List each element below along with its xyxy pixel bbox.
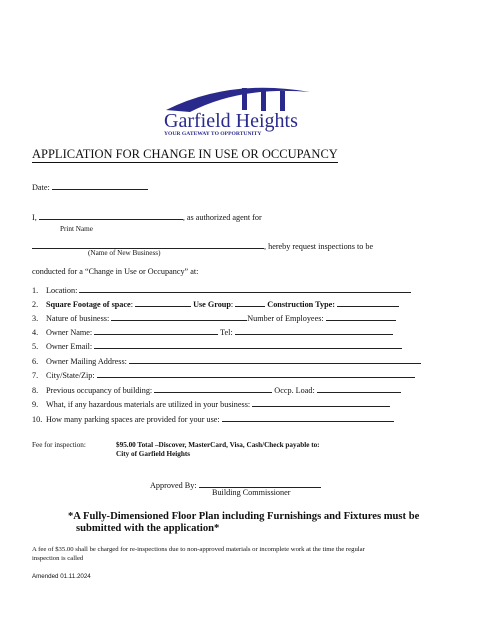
owner-tel-field[interactable] bbox=[235, 326, 393, 335]
occupancy-load-field[interactable] bbox=[317, 384, 401, 393]
owner-email-field[interactable] bbox=[94, 340, 402, 349]
owner-name-field[interactable] bbox=[94, 326, 218, 335]
date-field[interactable] bbox=[52, 181, 148, 190]
item-owner-name: 4. Owner Name: Tel: bbox=[32, 326, 393, 338]
parking-spaces-field[interactable] bbox=[222, 413, 394, 422]
reinspection-line-1: A fee of $35.00 shall be charged for re-inspections due to non-approved materials or incomplete work at the time the regular bbox=[32, 546, 365, 553]
page-title: APPLICATION FOR CHANGE IN USE OR OCCUPANCY bbox=[32, 147, 338, 161]
item-parking-spaces: 10. How many parking spaces are provided for your use: bbox=[32, 413, 394, 425]
conducted-text: conducted for a “Change in Use or Occupancy” at: bbox=[32, 267, 199, 276]
item-location: 1. Location: bbox=[32, 284, 411, 296]
item-hazardous-materials: 9. What, if any hazardous materials are utilized in your business: bbox=[32, 398, 390, 410]
item-mailing-address: 6. Owner Mailing Address: bbox=[32, 355, 421, 367]
print-name-field[interactable] bbox=[39, 211, 183, 220]
agent-row bbox=[32, 211, 262, 223]
item-city-state-zip: 7. City/State/Zip: bbox=[32, 369, 415, 381]
item-previous-occupancy: 8. Previous occupancy of building: Occp. Load: bbox=[32, 384, 401, 396]
previous-occupancy-field[interactable] bbox=[154, 384, 272, 393]
business-name-field[interactable] bbox=[32, 240, 264, 249]
business-suffix: , hereby request inspections to be bbox=[264, 242, 374, 251]
bridge-logo-icon bbox=[160, 82, 320, 138]
print-name-label: Print Name bbox=[60, 225, 93, 233]
item-square-footage: 2. Square Footage of space: Use Group: Construction Type: bbox=[32, 298, 399, 310]
floor-plan-notice-2: submitted with the application* bbox=[76, 523, 220, 534]
business-name-label: (Name of New Business) bbox=[88, 249, 161, 257]
reinspection-line-2: inspection is called bbox=[32, 555, 84, 562]
logo-tagline: YOUR GATEWAY TO OPPORTUNITY bbox=[164, 131, 262, 137]
use-group-field[interactable] bbox=[235, 298, 265, 307]
construction-type-field[interactable] bbox=[337, 298, 399, 307]
amended-date: Amended 01.11.2024 bbox=[32, 573, 91, 580]
city-state-zip-field[interactable] bbox=[97, 369, 415, 378]
nature-business-field[interactable] bbox=[111, 312, 247, 321]
square-footage-field[interactable] bbox=[135, 298, 191, 307]
fee-line-1: $95.00 Total –Discover, MasterCard, Visa, Cash/Check payable to: bbox=[116, 441, 320, 449]
employees-field[interactable] bbox=[326, 312, 396, 321]
fee-line-2: City of Garfield Heights bbox=[116, 450, 191, 458]
approved-label: Approved By: bbox=[150, 481, 197, 490]
date-row bbox=[32, 181, 148, 193]
logo-name: Garfield Heights bbox=[164, 110, 298, 132]
hazardous-materials-field[interactable] bbox=[252, 398, 390, 407]
date-label: Date: bbox=[32, 183, 50, 192]
city-logo bbox=[160, 82, 320, 138]
floor-plan-notice-1: *A Fully-Dimensioned Floor Plan including Furnishings and Fixtures must be bbox=[68, 511, 420, 522]
commissioner-label: Building Commissioner bbox=[212, 488, 291, 497]
approved-by-field[interactable] bbox=[199, 479, 321, 488]
agent-suffix: , as authorized agent for bbox=[182, 213, 262, 222]
item-nature-business: 3. Nature of business: Number of Employees: bbox=[32, 312, 396, 324]
mailing-address-field[interactable] bbox=[129, 355, 421, 364]
item-owner-email: 5. Owner Email: bbox=[32, 340, 402, 352]
business-row bbox=[32, 240, 373, 252]
agent-prefix: I, bbox=[32, 213, 37, 222]
location-field[interactable] bbox=[79, 284, 411, 293]
fee-label: Fee for inspection: bbox=[32, 441, 86, 449]
